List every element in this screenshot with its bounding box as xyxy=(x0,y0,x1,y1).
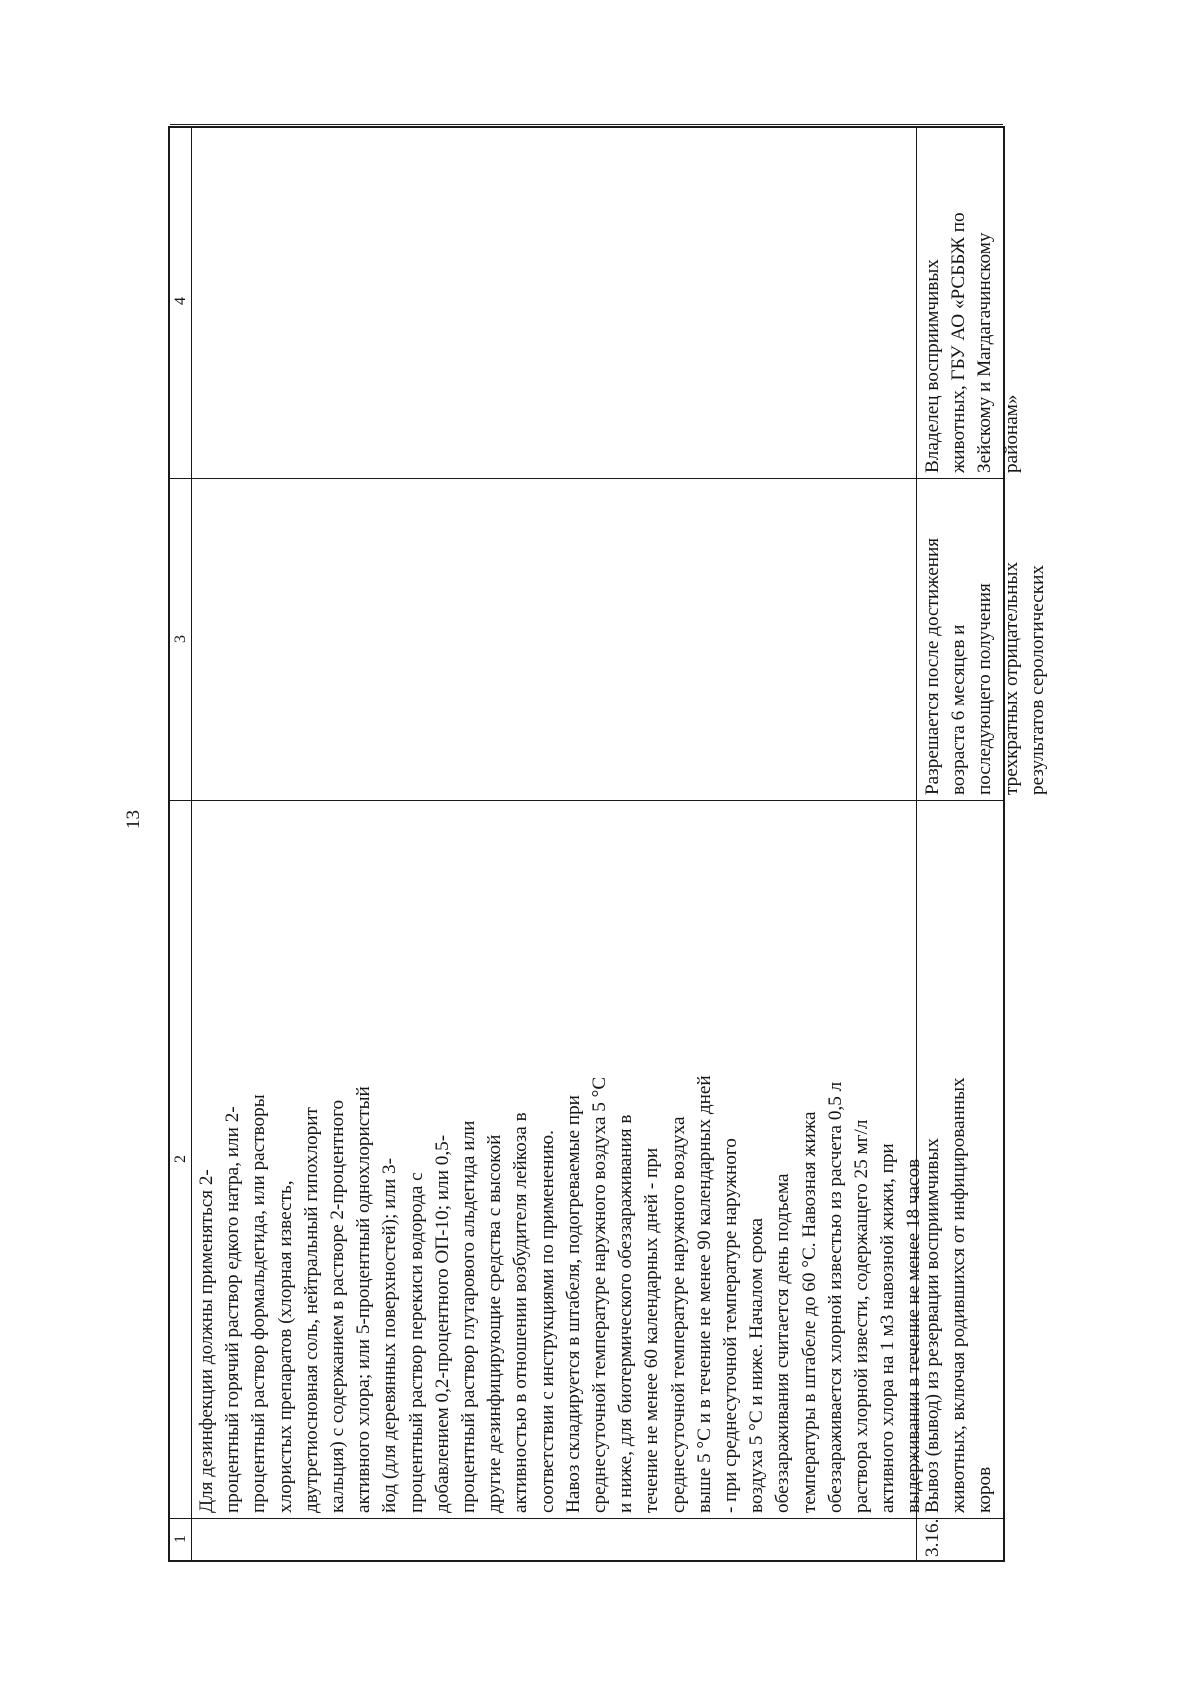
header-col-2: 2 xyxy=(172,1155,189,1163)
cell-text-line: процентный раствор глутарового альдегида или xyxy=(458,1120,480,1513)
row-2-measure xyxy=(920,800,1007,1518)
cell-text-line: Вывоз (вывод) из резервации восприимчивых xyxy=(922,1138,943,1513)
cell-text-line: хлористых препаратов (хлорная известь, xyxy=(274,1180,296,1513)
cell-text-line: районам» xyxy=(1000,394,1022,473)
cell-text-line: трехкратных отрицательных xyxy=(1000,561,1022,795)
cell-text-line: процентный раствор формальдегида, или растворы xyxy=(248,1094,270,1513)
header-col-4: 4 xyxy=(172,297,189,305)
row-2-term xyxy=(920,478,1048,800)
cell-text-line: среднесуточной температуре наружного воздуха xyxy=(667,1116,689,1513)
cell-text-line: результатов серологических xyxy=(1026,565,1048,795)
cell-text-line: процентный раствор перекиси водорода с xyxy=(405,1172,427,1513)
cell-text-line: последующего получения xyxy=(974,583,996,795)
cell-text-line: обеззараживается хлорной известью из расчета 0,5 л xyxy=(824,1081,846,1513)
cell-text-line: животных, включая родившихся от инфицированных xyxy=(948,1077,970,1513)
cell-text-line: среднесуточной температуре наружного воздуха 5 °С xyxy=(589,1076,611,1513)
cell-text-line: активностью в отношении возбудителя лейкоза в xyxy=(510,1112,532,1513)
cell-text-line: Зейскому и Магдагачинскому xyxy=(974,232,996,473)
cell-text-line: течение не менее 60 календарных дней - при xyxy=(641,1147,663,1513)
cell-text-line: йод (для деревянных поверхностей); или 3- xyxy=(379,1157,401,1513)
row-1-number xyxy=(194,1518,916,1560)
page-number: 13 xyxy=(123,810,144,829)
cell-text-line: соответствии с инструкциями по применению. xyxy=(536,1130,558,1513)
cell-text-line: другие дезинфицирующие средства с высокой xyxy=(484,1134,506,1513)
cell-text-line: активного хлора; или 5-процентный однохлористый xyxy=(353,1086,375,1513)
cell-text-line: - при среднесуточной температуре наружного xyxy=(720,1138,742,1513)
row-1-responsible xyxy=(194,124,916,478)
header-col-1: 1 xyxy=(172,1535,189,1543)
cell-text-line: возраста 6 месяцев и xyxy=(948,624,970,795)
measures-table xyxy=(168,126,1048,1562)
cell-text-line: и ниже, для биотермического обеззараживания в xyxy=(615,1114,637,1513)
cell-text-line: коров xyxy=(974,1466,996,1513)
cell-text-line: воздуха 5 °С и ниже. Началом срока xyxy=(746,1217,768,1513)
cell-text-line: Навоз складируется в штабеля, подогреваемые при xyxy=(562,1095,584,1513)
header-divider xyxy=(191,128,192,1560)
row-1-measure xyxy=(194,800,925,1518)
cell-text-line: процентный горячий раствор едкого натра, или 2- xyxy=(222,1106,244,1513)
cell-text-line: температуры в штабеле до 60 °С. Навозная жижа xyxy=(798,1111,820,1513)
cell-text-line: Разрешается после достижения xyxy=(922,537,943,795)
cell-text-line: выдерживании в течение не менее 18 часов xyxy=(903,1158,925,1513)
header-col-3: 3 xyxy=(172,635,189,643)
cell-text-line: раствора хлорной извести, содержащего 25 мг/л xyxy=(851,1119,873,1513)
cell-text-line: выше 5 °С и в течение не менее 90 календарных дней xyxy=(693,1075,715,1513)
cell-text-line: Владелец восприимчивых xyxy=(922,259,943,473)
cell-text-line: добавлением 0,2-процентного ОП-10; или 0,5- xyxy=(431,1134,453,1513)
cell-text-line: животных, ГБУ АО «РСББЖ по xyxy=(948,212,970,473)
cell-text-line: активного хлора на 1 м3 навозной жижи, при xyxy=(877,1143,899,1513)
cell-text-line: двутретиосновная соль, нейтральный гипохлорит xyxy=(300,1107,322,1513)
cell-text-line: кальция) с содержанием в растворе 2-процентного xyxy=(327,1099,349,1513)
cell-text-line: обеззараживания считается день подъема xyxy=(772,1173,794,1513)
row-1-term xyxy=(194,478,916,800)
row-2-number: 3.16. xyxy=(922,1518,943,1557)
cell-text-line: Для дезинфекции должны применяться 2- xyxy=(196,1169,217,1513)
row-2-responsible xyxy=(920,124,1022,478)
